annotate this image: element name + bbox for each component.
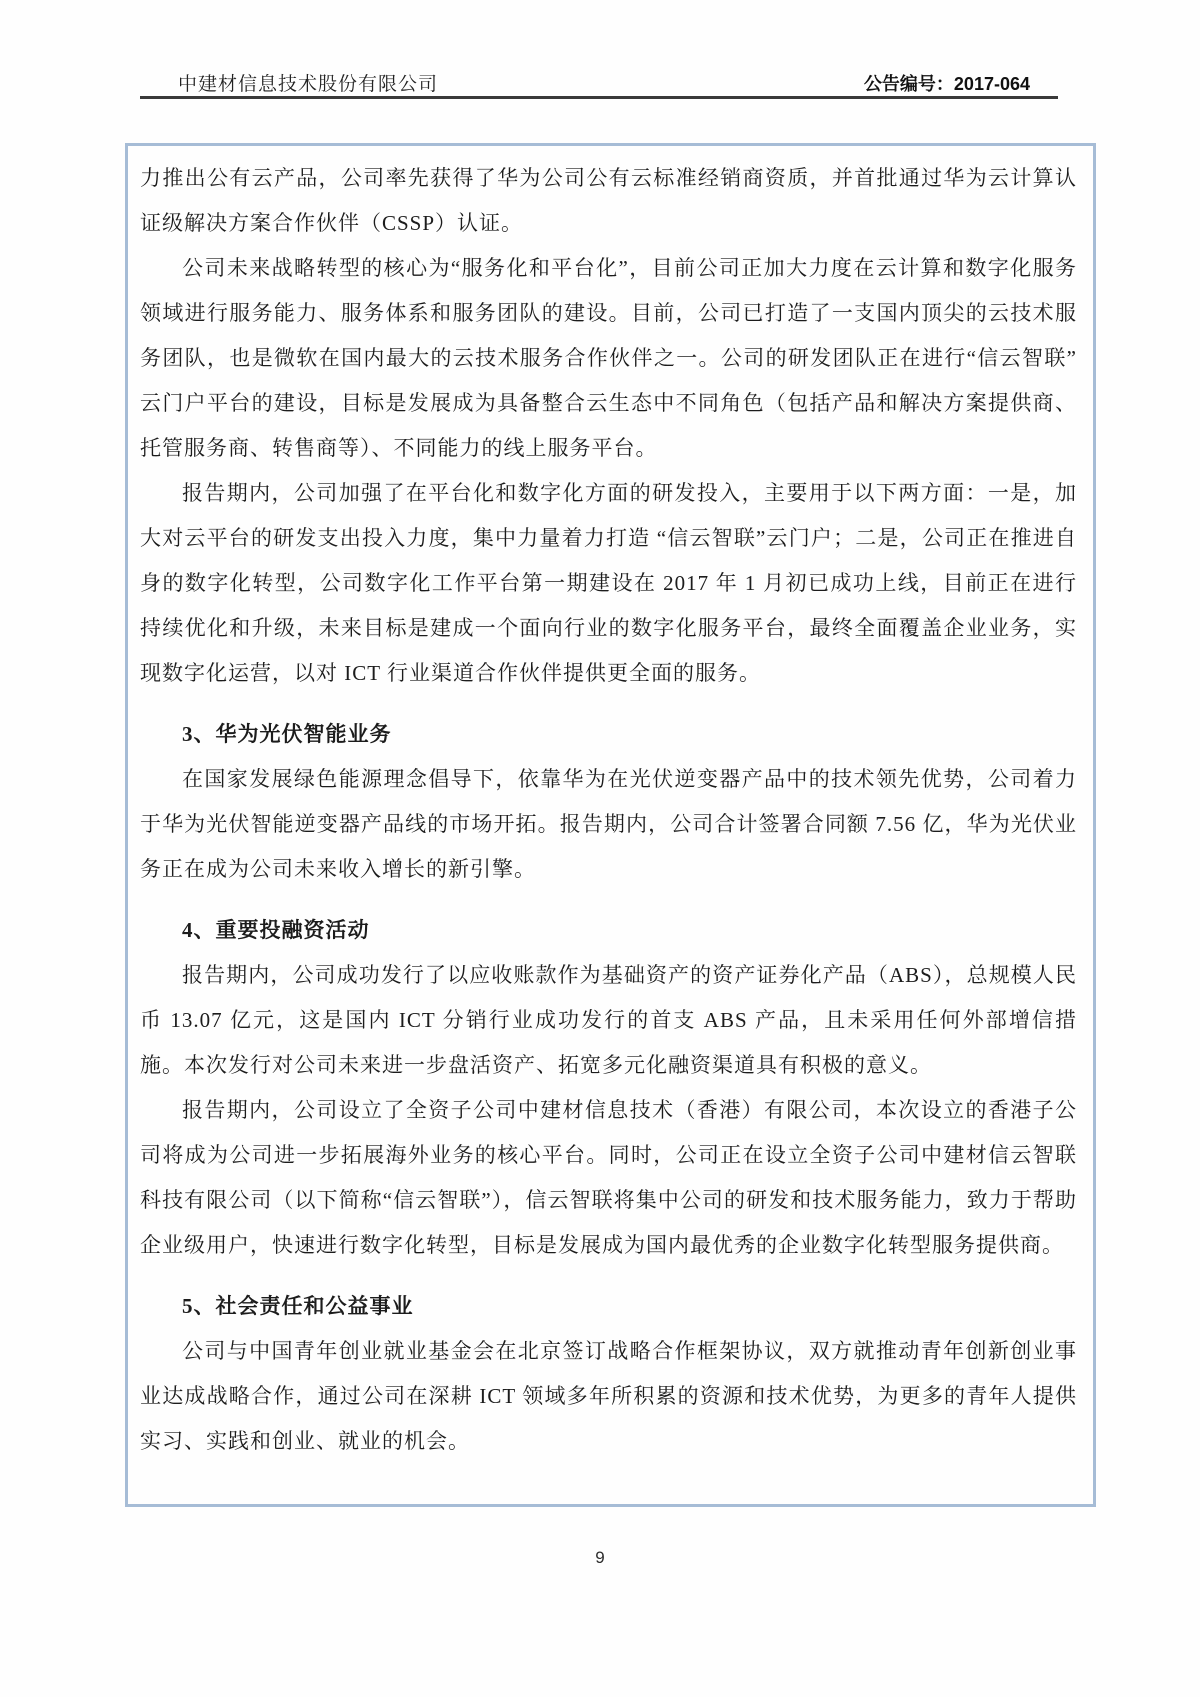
body-paragraph: 在国家发展绿色能源理念倡导下，依靠华为在光伏逆变器产品中的技术领先优势，公司着力于华为光伏智能逆变器产品线的市场开拓。报告期内，公司合计签署合同额 7.56 亿，华为光伏业务正在成为公司未来收入增长的新引擎。 (140, 767, 1077, 881)
body-paragraph: 报告期内，公司设立了全资子公司中建材信息技术（香港）有限公司，本次设立的香港子公司将成为公司进一步拓展海外业务的核心平台。同时，公司正在设立全资子公司中建材信云智联科技有限公司（以下简称“信云智联”），信云智联将集中公司的研发和技术服务能力，致力于帮助企业级用户，快速进行数字化转型，目标是发展成为国内最优秀的企业数字化转型服务提供商。 (140, 1098, 1077, 1257)
company-name: 中建材信息技术股份有限公司 (178, 74, 439, 95)
announcement-value: 2017-064 (953, 74, 1030, 94)
page-number: 9 (595, 1548, 605, 1567)
section-heading: 5、社会责任和公益事业 (182, 1294, 414, 1318)
document-body (140, 156, 1077, 1464)
announcement-number (864, 70, 1058, 96)
section-heading: 4、重要投融资活动 (182, 918, 370, 942)
body-paragraph: 报告期内，公司成功发行了以应收账款作为基础资产的资产证券化产品（ABS），总规模人民币 13.07 亿元，这是国内 ICT 分销行业成功发行的首支 ABS 产品，且未采用任何外部增信措施。本次发行对公司未来进一步盘活资产、拓宽多元化融资渠道具有积极的意义。 (140, 963, 1077, 1077)
body-paragraph: 力推出公有云产品，公司率先获得了华为公司公有云标准经销商资质，并首批通过华为云计算认证级解决方案合作伙伴（CSSP）认证。 (140, 166, 1077, 235)
announcement-label: 公告编号： (863, 74, 954, 94)
body-paragraph: 报告期内，公司加强了在平台化和数字化方面的研发投入，主要用于以下两方面：一是，加大对云平台的研发支出投入力度，集中力量着力打造 “信云智联”云门户；二是，公司正在推进自身的数字化转型，公司数字化工作平台第一期建设在 2017 年 1 月初已成功上线，目前正在进行持续优化和升级，未来目标是建成一个面向行业的数字化服务平台，最终全面覆盖企业业务，实现数字化运营，以对 ICT 行业渠道合作伙伴提供更全面的服务。 (140, 481, 1077, 685)
body-paragraph: 公司与中国青年创业就业基金会在北京签订战略合作框架协议，双方就推动青年创新创业事业达成战略合作，通过公司在深耕 ICT 领域多年所积累的资源和技术优势，为更多的青年人提供实习、实践和创业、就业的机会。 (140, 1339, 1077, 1453)
body-paragraph: 公司未来战略转型的核心为“服务化和平台化”，目前公司正加大力度在云计算和数字化服务领域进行服务能力、服务体系和服务团队的建设。目前，公司已打造了一支国内顶尖的云技术服务团队，也是微软在国内最大的云技术服务合作伙伴之一。公司的研发团队正在进行“信云智联”云门户平台的建设，目标是发展成为具备整合云生态中不同角色（包括产品和解决方案提供商、托管服务商、转售商等）、不同能力的线上服务平台。 (140, 256, 1077, 460)
header-divider (140, 96, 1058, 99)
document-header (140, 60, 1058, 96)
content-box (125, 143, 1096, 1507)
section-heading: 3、华为光伏智能业务 (182, 722, 392, 746)
